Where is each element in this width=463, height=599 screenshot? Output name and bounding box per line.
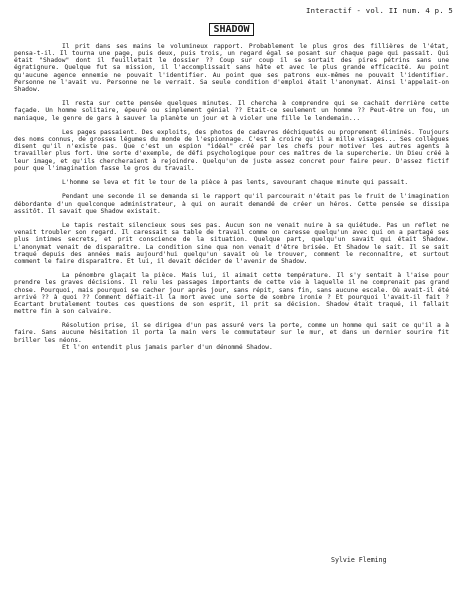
paragraph: Les pages passaient. Des exploits, des photos de cadavres déchiquetés ou proprement éliminés. Toujours des noms connus, de grosses légumes du monde de l'espionnage. C'est à croire qu'il a mille visages... Ses collègues disent qu'il n'existe pas. Que c'est un espion "idéal" créé par les chefs pour motiver les autres agents à travailler plus fort. Une sorte d'exemple, de défi psychologique pour ces maîtres de la supercherie. Un Dieu créé à leur image, et qu'ils chercheraient à rejoindre. Quelqu'un de juste assez concret pour faire peur. D'assez fictif pour que l'imagination fasse le gros du travail. bbox=[14, 128, 449, 172]
paragraph: Pendant une seconde il se demanda si le rapport qu'il parcourait n'était pas le fruit de l'imagination débordante d'un quelconque administrateur, à qui on aurait demandé de créer un héros. Cette pensée se dissipa assitôt. Il savait que Shadow existait. bbox=[14, 193, 449, 215]
author-signature: Sylvie Fleming bbox=[331, 556, 387, 564]
article-body bbox=[14, 43, 449, 358]
paragraph: La pénombre glaçait la pièce. Mais lui, il aimait cette température. Il s'y sentait à l'aise pour prendre les graves décisions. Il relu les passages importants de cette vie à laquelle il ne comprenait pas grand chose. Pourquoi, mais pourquoi se cacher jour après jour, sans répit, sans fin, sans aucune escale. Où avait-il été arrivé ?? à quoi ?? Comment défiait-il la mort avec une sorte de sombre ironie ? Et pourquoi l'avait-il fait ? Ecartant brutalement toutes ces questions de son esprit, il prit sa décision. Shadow était traqué, il fallait mettre fin à son calvaire. bbox=[14, 272, 449, 315]
paragraph: Le tapis restait silencieux sous ses pas. Aucun son ne venait nuire à sa quiétude. Pas un reflet ne venait troubler son regard. Il caressait sa table de travail comme on caresse quelqu'un avec qui on a partagé ses plus intimes secrets, et prit conscience de la situation. Quelque part, quelqu'un savait qui était Shadow. L'anonymat venait de disparaître. La condition sine qua non venait d'être brisée. Et Shadow le sait. Il se sait traqué depuis des années mais aujourd'hui quelqu'un savait où le trouver, comment le reconnaître, et surtout comment le faire disparaître. Et lui, il devait décider de l'avenir de Shadow. bbox=[14, 222, 449, 265]
paragraph: Résolution prise, il se dirigea d'un pas assuré vers la porte, comme un homme qui sait ce qu'il a à faire. Sans aucune hésitation il porta la main vers le commutateur sur le mur, et dans un dernier sourire fit briller les néons. bbox=[14, 322, 449, 344]
paragraph: L'homme se leva et fit le tour de la pièce à pas lents, savourant chaque minute qui passait. bbox=[62, 179, 409, 187]
page-header: Interactif - vol. II num. 4 p. 5 bbox=[306, 6, 453, 15]
article-title-box bbox=[0, 23, 463, 36]
paragraph: Et l'on entendit plus jamais parler d'un dénommé Shadow. bbox=[62, 343, 273, 351]
paragraph: Il prit dans ses mains le volumineux rapport. Probablement le plus gros des fillières de l'état, pensa-t-il. Il tourna une page, puis deux, puis trois, un regard égal se posant sur chaque page qui passait. Qui était "Shadow" dont il feuilletait le dossier ?? Coup sur coup il se sortait des pires pétrins sans une égratignure. Quelque fut sa mission, il l'accomplissait sans hâte et avec le plus grande efficacité. Au point qu'aucune agence ennemie ne pouvait l'identifier. Au point que ses patrons eux-mêmes ne pouvait l'identifier. Personne ne l'avait vu. Personne ne le verrait. Sa seule condition d'emploi était l'anonymat. Ainsi l'appelait-on Shadow. bbox=[14, 43, 449, 93]
paragraph: Il resta sur cette pensée quelques minutes. Il chercha à comprendre qui se cachait derrière cette façade. Un homme solitaire, épeuré ou simplement génial ?? Etait-ce seulement un homme ?? Peut-être un fou, un maniaque, le genre de gars à sauver la planète un jour et à violer une fille le lendemain... bbox=[14, 100, 449, 122]
article-title: SHADOW bbox=[209, 23, 253, 36]
